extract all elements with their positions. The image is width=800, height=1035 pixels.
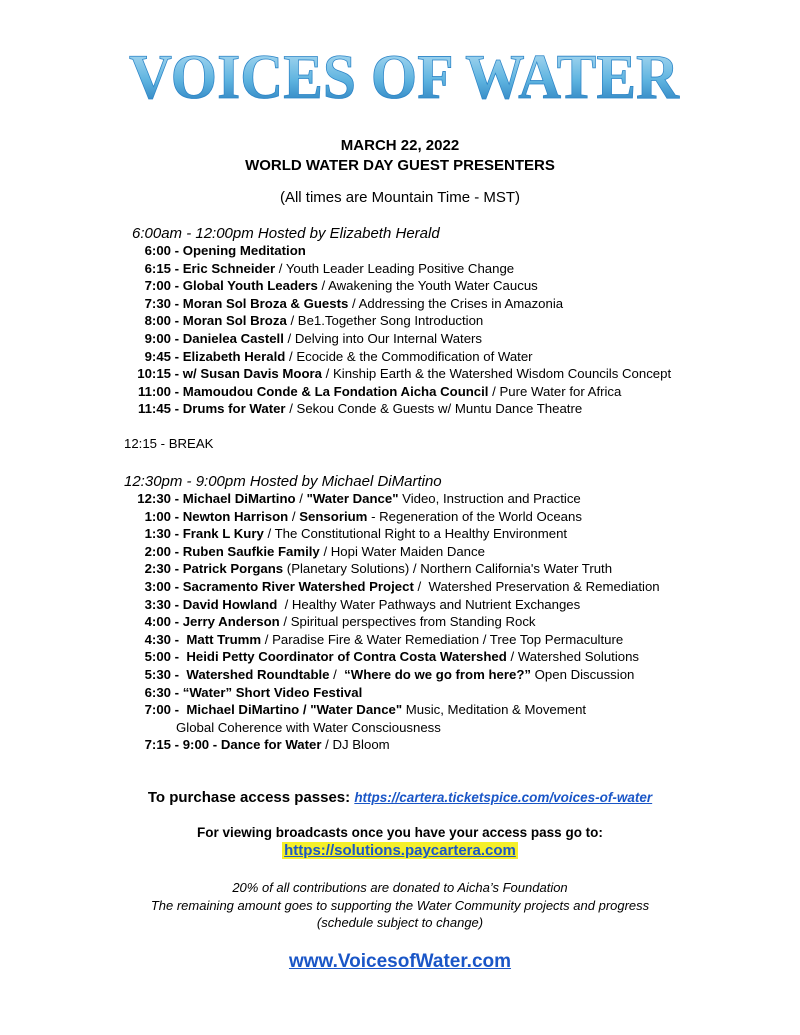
schedule-disclaimer: (schedule subject to change) (316, 915, 484, 930)
morning-schedule (124, 242, 764, 418)
viewing-instructions: For viewing broadcasts once you have your access pass go to: (197, 825, 603, 840)
evening-schedule (124, 490, 764, 754)
purchase-label: To purchase access passes: (147, 789, 355, 806)
schedule-row: 5:00 - Heidi Petty Coordinator of Contra Costa Watershed / Watershed Solutions (144, 649, 640, 665)
logo-text: VOICES OF WATER (129, 41, 680, 108)
schedule-row: 4:00 - Jerry Anderson / Spiritual perspectives from Standing Rock (144, 614, 536, 630)
schedule-row: 5:30 - Watershed Roundtable / “Where do we go from here?” Open Discussion (144, 666, 635, 682)
break-line: 12:15 - BREAK (124, 436, 214, 451)
event-date: MARCH 22, 2022 (340, 137, 460, 154)
schedule-row: 4:30 - Matt Trumm / Paradise Fire & Water Remediation / Tree Top Permaculture (144, 631, 624, 647)
timezone-note: (All times are Mountain Time - MST) (279, 189, 521, 206)
schedule-row: 7:00 - Global Youth Leaders / Awakening the Youth Water Caucus (144, 278, 538, 294)
schedule-row: 12:30 - Michael DiMartino / "Water Dance" Video, Instruction and Practice (137, 491, 581, 506)
broadcast-link[interactable]: https://solutions.paycartera.com (284, 842, 516, 859)
schedule-row: 2:00 - Ruben Saufkie Family / Hopi Water Maiden Dance (144, 543, 485, 559)
schedule-row: 8:00 - Moran Sol Broza / Be1.Together Song Introduction (144, 313, 484, 329)
purchase-line (0, 789, 800, 806)
schedule-row: 11:45 - Drums for Water / Sekou Conde & Guests w/ Muntu Dance Theatre (137, 401, 583, 417)
schedule-row: 3:30 - David Howland / Healthy Water Pathways and Nutrient Exchanges (144, 596, 581, 612)
schedule-row: 1:30 - Frank L Kury / The Constitutional Right to a Healthy Environment (144, 526, 568, 542)
schedule-row: 6:00 - Opening Meditation (144, 243, 306, 258)
schedule-row: 1:00 - Newton Harrison / Sensorium - Regeneration of the World Oceans (144, 508, 582, 524)
schedule-row: 11:00 - Mamoudou Conde & La Fondation Aicha Council / Pure Water for Africa (137, 383, 622, 399)
community-note: The remaining amount goes to supporting the Water Community projects and progress (150, 898, 650, 913)
schedule-row: 9:00 - Danielea Castell / Delving into Our Internal Waters (144, 330, 483, 346)
ticket-link[interactable]: https://cartera.ticketspice.com/voices-of-water (354, 790, 653, 805)
evening-host: 12:30pm - 9:00pm Hosted by Michael DiMartino (124, 473, 442, 490)
schedule-row: 2:30 - Patrick Porgans (Planetary Solutions) / Northern California's Water Truth (144, 561, 613, 577)
schedule-row: 7:15 - 9:00 - Dance for Water / DJ Bloom (144, 737, 390, 753)
schedule-row-continuation: Global Coherence with Water Consciousness (176, 719, 441, 735)
donation-note: 20% of all contributions are donated to Aicha’s Foundation (232, 880, 568, 895)
voices-of-water-logo (124, 40, 684, 108)
morning-host: 6:00am - 12:00pm Hosted by Elizabeth Herald (132, 225, 440, 242)
schedule-row: 6:15 - Eric Schneider / Youth Leader Leading Positive Change (144, 260, 515, 276)
schedule-row: 3:00 - Sacramento River Watershed Project / Watershed Preservation & Remediation (144, 578, 660, 594)
schedule-row: 9:45 - Elizabeth Herald / Ecocide & the Commodification of Water (144, 348, 533, 364)
page-title: WORLD WATER DAY GUEST PRESENTERS (245, 157, 555, 174)
schedule-row: 7:00 - Michael DiMartino / "Water Dance" Music, Meditation & Movement (144, 702, 587, 718)
schedule-row: 10:15 - w/ Susan Davis Moora / Kinship Earth & the Watershed Wisdom Councils Concept (137, 366, 672, 382)
schedule-row: 7:30 - Moran Sol Broza & Guests / Addressing the Crises in Amazonia (144, 295, 564, 311)
website-link[interactable]: www.VoicesofWater.com (288, 951, 512, 972)
schedule-row: 6:30 - “Water” Short Video Festival (144, 684, 363, 700)
solutions-line (0, 842, 800, 859)
